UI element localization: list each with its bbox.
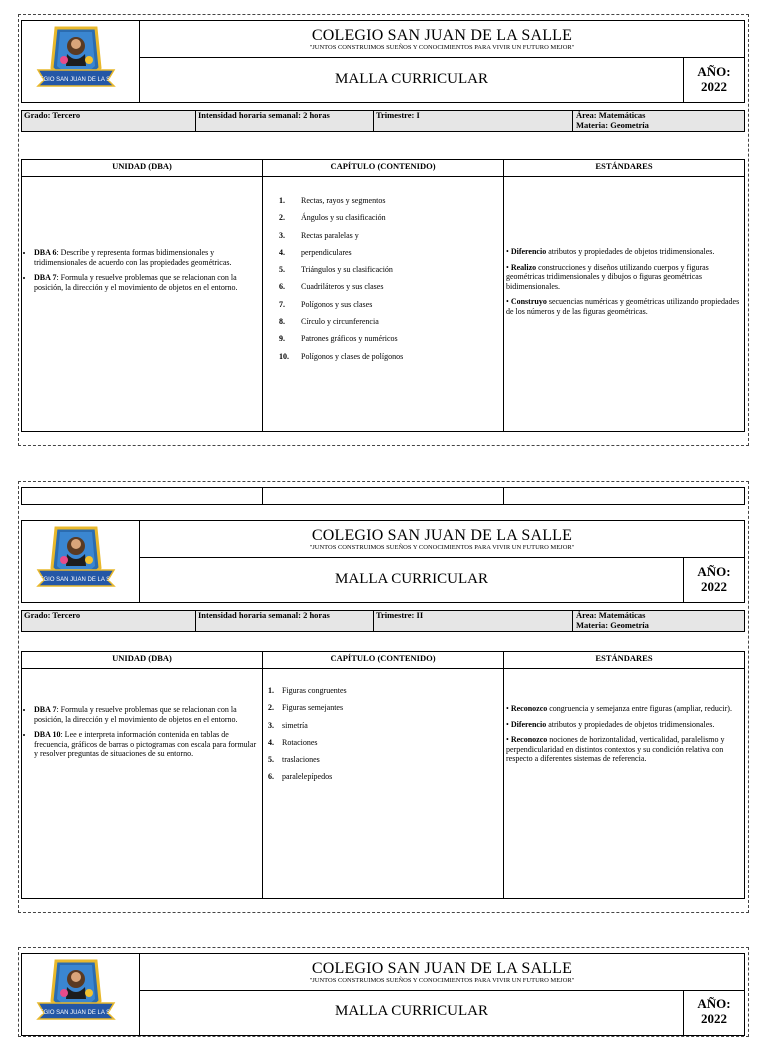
content-item: 8. Círculo y circunferencia (279, 317, 379, 327)
grade-label: Grado: Tercero (24, 610, 81, 620)
col-header-unidad: UNIDAD (DBA) (112, 653, 172, 663)
document-title: MALLA CURRICULAR (335, 571, 488, 587)
dba-list (24, 248, 258, 298)
standard-item: • Diferencio atributos y propiedades de objetos tridimensionales. (506, 247, 715, 256)
content-item: 4. perpendiculares (279, 247, 352, 257)
col-header-estandares: ESTÁNDARES (595, 161, 653, 171)
content-item: 4. Rotaciones (268, 737, 318, 747)
content-item: 3. Rectas paralelas y (279, 230, 359, 240)
hours-label: Intensidad horaria semanal: 2 horas (198, 610, 330, 620)
content-item: 1. Rectas, rayos y segmentos (279, 196, 386, 205)
school-name: COLEGIO SAN JUAN DE LA SALLE (311, 960, 573, 977)
content-item: 5. Triángulos y su clasificación (279, 265, 393, 275)
svg-text:COLEGIO SAN JUAN DE LA SALLE: COLEGIO SAN JUAN DE LA SALLE (27, 1010, 125, 1016)
document-title: MALLA CURRICULAR (335, 1003, 488, 1019)
standard-item: • Construyo secuencias numéricas y geométricas utilizando propiedades de los números y de las figuras geométricas. (506, 297, 740, 316)
subject-label: Materia: Geometría (576, 620, 649, 630)
content-item: 9. Patrones gráficos y numéricos (279, 334, 398, 344)
document-title: MALLA CURRICULAR (335, 71, 488, 87)
standards-list (506, 704, 742, 770)
year-value: 2022 (701, 579, 727, 594)
content-item: 7. Polígonos y sus clases (279, 299, 373, 309)
hours-label: Intensidad horaria semanal: 2 horas (198, 110, 330, 120)
subject-label: Materia: Geometría (576, 120, 649, 130)
school-motto: "JUNTOS CONSTRUIMOS SUEÑOS Y CONOCIMIENTOS PARA VIVIR UN FUTURO MEJOR" (309, 44, 575, 51)
content-item: 6. Cuadriláteros y sus clases (279, 282, 384, 292)
standard-item: • Reconozco congruencia y semejanza entre figuras (ampliar, reducir). (506, 704, 732, 713)
content-item: 6. paralelepípedos (268, 772, 333, 782)
col-header-estandares: ESTÁNDARES (595, 653, 653, 663)
year-block (684, 564, 744, 594)
year-label: AÑO: (697, 64, 731, 79)
school-logo (27, 22, 125, 100)
year-block (684, 64, 744, 94)
year-value: 2022 (701, 1011, 727, 1026)
svg-text:COLEGIO SAN JUAN DE LA SALLE: COLEGIO SAN JUAN DE LA SALLE (27, 577, 125, 583)
content-list (268, 686, 500, 790)
school-name: COLEGIO SAN JUAN DE LA SALLE (311, 27, 573, 44)
standard-item: • Reconozco nociones de horizontalidad, verticalidad, paralelismo y perpendicularidad en distintos contextos y su condición relativa con respecto a diferentes sistemas de referencia. (506, 735, 725, 763)
standards-list (506, 247, 742, 322)
dba-item: • DBA 10: Lee e interpreta información contenida en tablas de frecuencia, gráficos de barras o pictogramas con escala para formular y resolver preguntas de situaciones de su entorno. (34, 730, 258, 759)
area-label: Área: Matemáticas (576, 110, 646, 120)
term-label: Trimestre: I (376, 110, 420, 120)
col-header-unidad: UNIDAD (DBA) (112, 161, 172, 171)
standard-item: • Diferencio atributos y propiedades de objetos tridimensionales. (506, 719, 715, 729)
school-logo (27, 522, 125, 600)
grade-label: Grado: Tercero (24, 110, 81, 120)
dba-item: • DBA 7: Formula y resuelve problemas que se relacionan con la posición, la dirección y el movimiento de objetos en el entorno. (34, 705, 258, 724)
col-header-capitulo: CAPÍTULO (CONTENIDO) (330, 161, 436, 171)
year-value: 2022 (701, 79, 727, 94)
content-item: 3. simetría (268, 720, 308, 730)
content-item: 10. Polígonos y clases de polígonos (279, 351, 404, 361)
year-label: AÑO: (697, 564, 731, 579)
school-logo (27, 955, 125, 1033)
school-name: COLEGIO SAN JUAN DE LA SALLE (311, 527, 573, 544)
area-label: Área: Matemáticas (576, 610, 646, 620)
term-label: Trimestre: II (376, 610, 424, 620)
content-item: 2. Ángulos y su clasificación (279, 213, 386, 223)
school-motto: "JUNTOS CONSTRUIMOS SUEÑOS Y CONOCIMIENTOS PARA VIVIR UN FUTURO MEJOR" (309, 977, 575, 984)
dba-item: • DBA 7: Formula y resuelve problemas que se relacionan con la posición, la dirección y el movimiento de objetos en el entorno. (34, 273, 258, 292)
content-item: 1. Figuras congruentes (268, 686, 347, 695)
col-header-capitulo: CAPÍTULO (CONTENIDO) (330, 653, 436, 663)
dba-list (24, 705, 258, 765)
school-motto: "JUNTOS CONSTRUIMOS SUEÑOS Y CONOCIMIENTOS PARA VIVIR UN FUTURO MEJOR" (309, 544, 575, 551)
content-item: 5. traslaciones (268, 755, 320, 765)
dba-item: • DBA 6: Describe y representa formas bidimensionales y tridimensionales de acuerdo con las propiedades geométricas. (34, 248, 258, 267)
empty-top-row (21, 487, 745, 505)
content-list (279, 196, 501, 369)
year-label: AÑO: (697, 996, 731, 1011)
svg-text:COLEGIO SAN JUAN DE LA SALLE: COLEGIO SAN JUAN DE LA SALLE (27, 77, 125, 83)
year-block (684, 996, 744, 1026)
standard-item: • Realizo construcciones y diseños utilizando cuerpos y figuras geométricas tridimensionales y dibujos o figuras geométricas bidimensionales. (506, 262, 709, 291)
content-item: 2. Figuras semejantes (268, 703, 344, 713)
